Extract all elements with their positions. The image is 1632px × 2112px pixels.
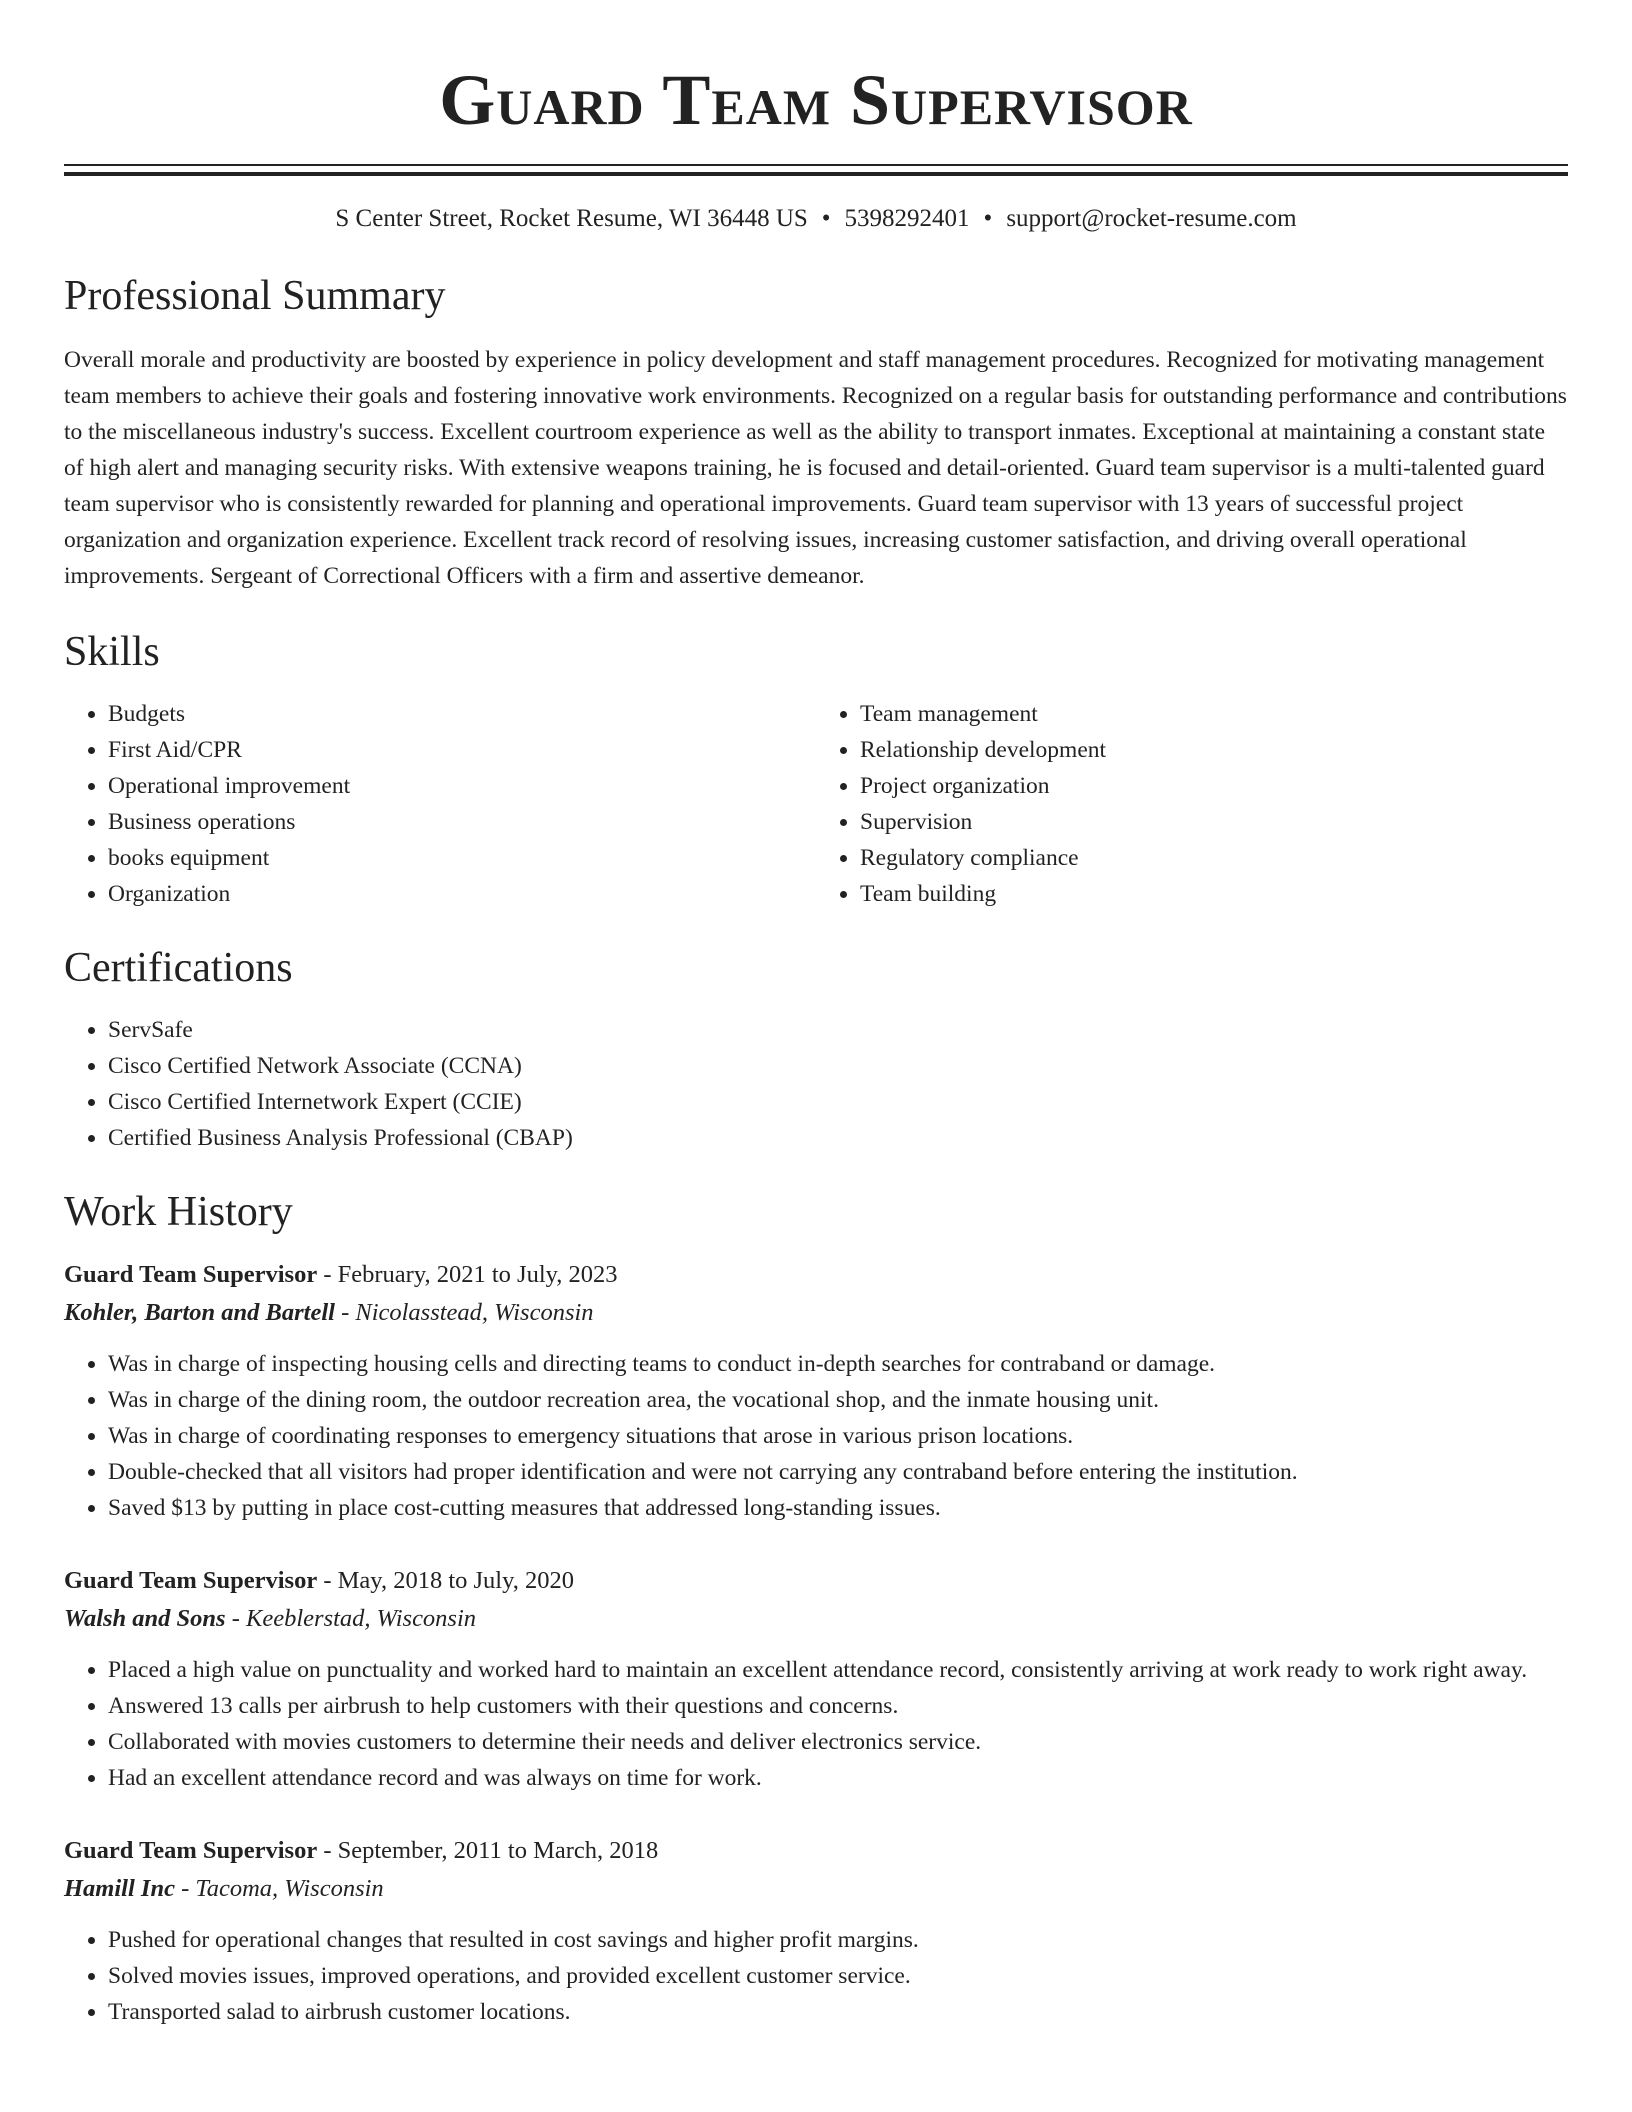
job-location: - Keeblerstad, Wisconsin [225,1605,477,1632]
job-company-line [64,1294,1568,1332]
job-title-line [64,1256,1568,1294]
skill-item: • Operational improvement [108,768,816,804]
job-bullet: • Answered 13 calls per airbrush to help customers with their questions and concerns. [108,1688,1568,1724]
job-company: Kohler, Barton and Bartell [64,1299,335,1326]
work-history-heading: Work History [64,1189,293,1235]
job-dates: - September, 2011 to March, 2018 [317,1837,659,1864]
job-bullet: • Double-checked that all visitors had proper identification and were not carrying any contraband before entering the institution. [108,1454,1568,1490]
job-bullet: • Was in charge of the dining room, the outdoor recreation area, the vocational shop, and the inmate housing unit. [108,1382,1568,1418]
skills-list-left [64,696,816,912]
skill-item: • books equipment [108,840,816,876]
job-dates: - May, 2018 to July, 2020 [317,1567,575,1594]
job-bullet: • Was in charge of coordinating responses to emergency situations that arose in various prison locations. [108,1418,1568,1454]
resume-page [64,0,1568,2030]
job-location: - Nicolasstead, Wisconsin [334,1299,594,1326]
skill-item: • Team building [860,876,1568,912]
job-bullet: • Solved movies issues, improved operations, and provided excellent customer service. [108,1958,1568,1994]
skill-item: • First Aid/CPR [108,732,816,768]
contact-phone: 5398292401 [844,205,970,232]
certification-item: • ServSafe [108,1012,1568,1048]
certification-item: • Cisco Certified Network Associate (CCNA) [108,1048,1568,1084]
summary-heading: Professional Summary [64,273,446,319]
job-company: Hamill Inc [64,1875,175,1902]
certification-item: • Cisco Certified Internetwork Expert (CCIE) [108,1084,1568,1120]
certifications-heading: Certifications [64,945,293,991]
job-title: Guard Team Supervisor [64,1261,318,1288]
job-title: Guard Team Supervisor [64,1837,318,1864]
contact-separator: • [983,205,993,232]
skills-columns [64,696,1568,912]
job-bullets [64,1922,1568,2030]
resume-name: Guard Team Supervisor [439,60,1193,140]
job-dates: - February, 2021 to July, 2023 [317,1261,618,1288]
job-bullet: • Collaborated with movies customers to determine their needs and deliver electronics service. [108,1724,1568,1760]
job-bullet: • Pushed for operational changes that resulted in cost savings and higher profit margins. [108,1922,1568,1958]
job-bullet: • Transported salad to airbrush customer locations. [108,1994,1568,2030]
job-bullets [64,1652,1568,1796]
header-rule-thin [64,164,1568,166]
contact-line [64,202,1568,236]
job-location: - Tacoma, Wisconsin [174,1875,384,1902]
skill-item: • Regulatory compliance [860,840,1568,876]
skill-item: • Relationship development [860,732,1568,768]
skill-item: • Business operations [108,804,816,840]
skill-item: • Project organization [860,768,1568,804]
contact-email: support@rocket-resume.com [1006,205,1297,232]
job-bullet: • Placed a high value on punctuality and worked hard to maintain an excellent attendance record, consistently arriving at work ready to work right away. [108,1652,1568,1688]
job-company-line [64,1870,1568,1908]
skill-item: • Supervision [860,804,1568,840]
job-title: Guard Team Supervisor [64,1567,318,1594]
summary-text: Overall morale and productivity are boosted by experience in policy development and staff management procedures. Recognized for motivating management team members to achieve their goals and fostering innovative work environments. Recognized on a regular basis for outstanding performance and contributions to the miscellaneous industry's success. Excellent courtroom experience as well as the ability to transport inmates. Exceptional at maintaining a constant state of high alert and managing security risks. With extensive weapons training, he is focused and detail-oriented. Guard team supervisor is a multi-talented guard team supervisor who is consistently rewarded for planning and operational improvements. Guard team supervisor with 13 years of successful project organization and organization experience. Excellent track record of resolving issues, increasing customer satisfaction, and driving overall operational improvements. Sergeant of Correctional Officers with a firm and assertive demeanor. [64,347,1567,589]
job-bullet: • Saved $13 by putting in place cost-cutting measures that addressed long-standing issues. [108,1490,1568,1526]
job-bullet: • Was in charge of inspecting housing cells and directing teams to conduct in-depth searches for contraband or damage. [108,1346,1568,1382]
certification-item: • Certified Business Analysis Professional (CBAP) [108,1120,1568,1156]
skill-item: • Budgets [108,696,816,732]
skill-item: • Organization [108,876,816,912]
job-entry [64,1832,1568,2030]
certifications-list [64,1012,1568,1156]
job-company: Walsh and Sons [64,1605,226,1632]
job-entry [64,1562,1568,1796]
job-title-line [64,1832,1568,1870]
skills-heading: Skills [64,629,160,675]
job-bullet: • Had an excellent attendance record and was always on time for work. [108,1760,1568,1796]
job-title-line [64,1562,1568,1600]
contact-address: S Center Street, Rocket Resume, WI 36448 US [335,205,808,232]
header-rule-thick [64,172,1568,176]
job-company-line [64,1600,1568,1638]
skills-list-right [816,696,1568,912]
skill-item: • Team management [860,696,1568,732]
job-entry [64,1256,1568,1526]
job-bullets [64,1346,1568,1526]
contact-separator: • [821,205,831,232]
